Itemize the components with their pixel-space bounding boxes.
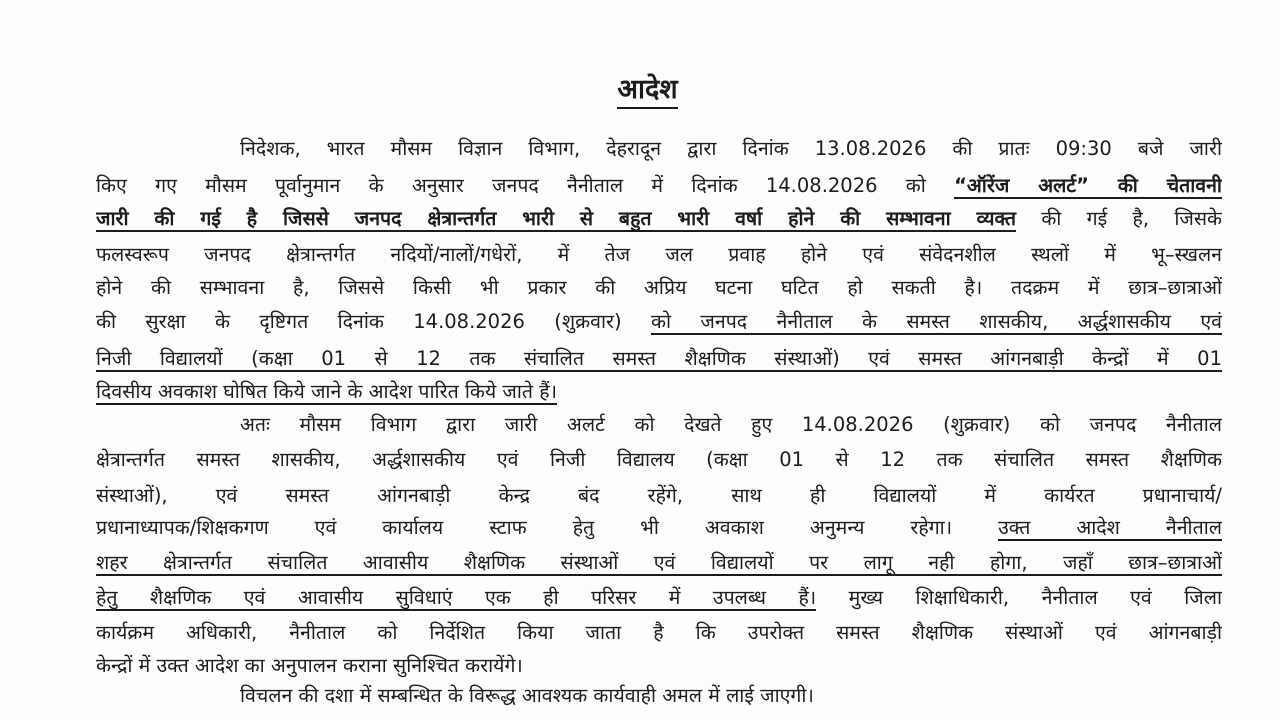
paragraph-1-line-5: होने की सम्भावना है, जिससे किसी भी प्रकार की अप्रिय घटना घटित हो सकती है। तदक्रम में छात्र–छात्राओं	[96, 276, 1222, 299]
schools-highlight-2: निजी विद्यालयों (कक्षा 01 से 12 तक संचालित समस्त शैक्षणिक संस्थाओं) एवं समस्त आंगनबाड़ी केन्द्रों में 01	[96, 347, 1222, 370]
paragraph-1-line-6: की सुरक्षा के दृष्टिगत दिनांक 14.08.2026 (शुक्रवार) को जनपद नैनीताल के समस्त शासकीय, अर्द्धशासकीय एवं	[96, 310, 1222, 333]
exemption-highlight-3: हेतु शैक्षणिक एवं आवासीय सुविधाएं एक ही परिसर में उपलब्ध हैं।	[96, 586, 817, 609]
paragraph-2-line-6: हेतु शैक्षणिक एवं आवासीय सुविधाएं एक ही परिसर में उपलब्ध हैं। मुख्य शिक्षाधिकारी, नैनीताल एवं जिला	[96, 586, 1222, 609]
paragraph-2-line-8: केन्द्रों में उक्त आदेश का अनुपालन कराना सुनिश्चित करायेंगे।	[96, 654, 523, 677]
paragraph-1-line-1: निदेशक, भारत मौसम विज्ञान विभाग, देहरादून द्वारा दिनांक 13.08.2026 की प्रातः 09:30 बजे जारी	[240, 137, 1222, 160]
exemption-highlight-2: शहर क्षेत्रान्तर्गत संचालित आवासीय शैक्षणिक संस्थाओं एवं विद्यालयों पर लागू नही होगा, जहाँ छात्र–छात्राओं	[96, 551, 1222, 574]
paragraph-1-line-2: किए गए मौसम पूर्वानुमान के अनुसार जनपद नैनीताल में दिनांक 14.08.2026 को “ऑरेंज अलर्ट” की चेतावनी	[96, 174, 1222, 197]
paragraph-2-line-3: संस्थाओं), एवं समस्त आंगनबाड़ी केन्द्र बंद रहेंगे, साथ ही विद्यालयों में कार्यरत प्रधानाचार्य/	[96, 484, 1222, 507]
paragraph-2-line-1: अतः मौसम विभाग द्वारा जारी अलर्ट को देखते हुए 14.08.2026 (शुक्रवार) को जनपद नैनीताल	[240, 413, 1222, 436]
paragraph-2-line-2: क्षेत्रान्तर्गत समस्त शासकीय, अर्द्धशासकीय एवं निजी विद्यालय (कक्षा 01 से 12 तक संचालित समस्त शैक्षणिक	[96, 448, 1222, 471]
paragraph-3-line-1: विचलन की दशा में सम्बन्धित के विरूद्ध आवश्यक कार्यवाही अमल में लाई जाएगी।	[240, 684, 814, 707]
paragraph-2-line-7: कार्यक्रम अधिकारी, नैनीताल को निर्देशित किया जाता है कि उपरोक्त समस्त शैक्षणिक संस्थाओं एवं आंगनबाड़ी	[96, 621, 1222, 644]
heavy-rain-highlight: जारी की गई है जिससे जनपद क्षेत्रान्तर्गत भारी से बहुत भारी वर्षा होने की सम्भावना व्यक्त	[96, 207, 1017, 230]
title-text: आदेश	[617, 74, 677, 109]
paragraph-1-line-4: फलस्वरूप जनपद क्षेत्रान्तर्गत नदियों/नालों/गधेरों, में तेज जल प्रवाह होने एवं संवेदनशील स्थलों में भू–स्खलन	[96, 243, 1222, 266]
paragraph-1-line-3: जारी की गई है जिससे जनपद क्षेत्रान्तर्गत भारी से बहुत भारी वर्षा होने की सम्भावना व्यक्त की गई है, जिसके	[96, 207, 1222, 230]
holiday-highlight: दिवसीय अवकाश घोषित किये जाने के आदेश पारित किये जाते हैं।	[96, 380, 557, 403]
orange-alert-highlight: “ऑरेंज अलर्ट” की चेतावनी	[954, 174, 1222, 197]
schools-highlight-1: को जनपद नैनीताल के समस्त शासकीय, अर्द्धशासकीय एवं	[651, 310, 1222, 333]
exemption-highlight-1: उक्त आदेश नैनीताल	[998, 516, 1222, 539]
paragraph-1-line-8	[96, 376, 1222, 408]
paragraph-2-line-5	[96, 547, 1222, 579]
paragraph-2-line-4: प्रधानाध्यापक/शिक्षकगण एवं कार्यालय स्टाफ हेतु भी अवकाश अनुमन्य रहेगा। उक्त आदेश नैनीताल	[96, 516, 1222, 539]
paragraph-1-line-7	[96, 343, 1222, 375]
document-title	[0, 70, 1280, 110]
